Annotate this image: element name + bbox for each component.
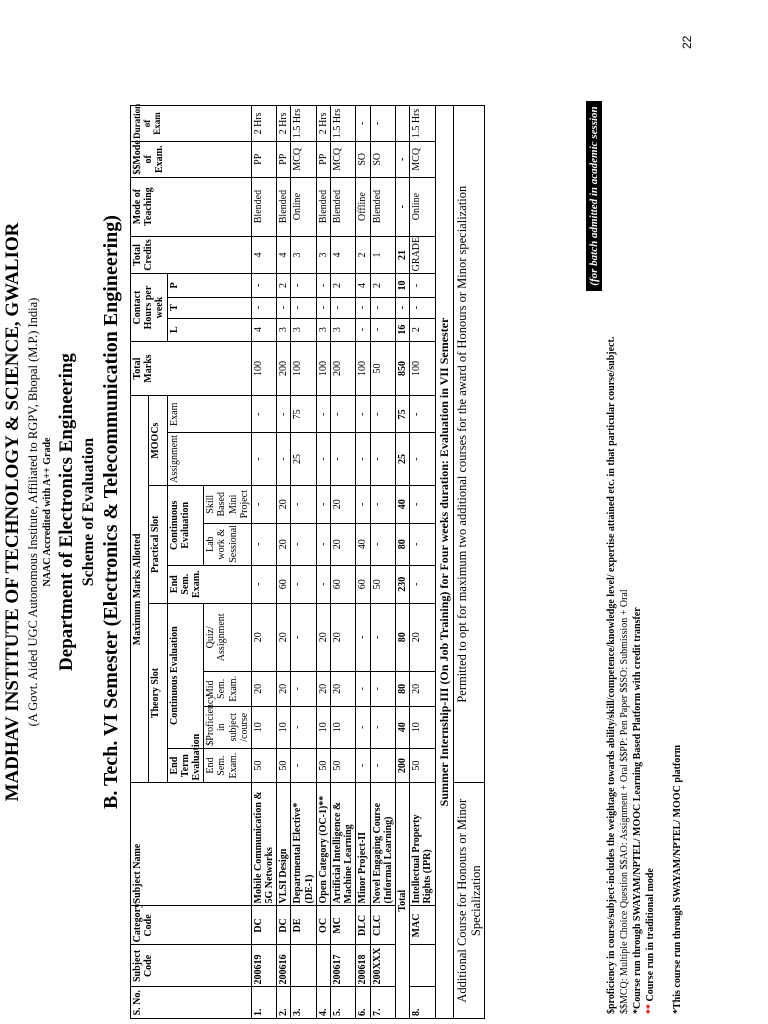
row-p-end: - (291, 565, 316, 603)
row-end-sem: 50 (316, 748, 330, 783)
row-l: 4 (251, 318, 276, 341)
row-dur: - (356, 106, 370, 142)
row-p: - (291, 274, 316, 297)
row-end-sem: - (370, 748, 395, 783)
row-mid: 20 (410, 671, 435, 706)
row-m-assign: - (316, 433, 330, 486)
table-row (316, 106, 330, 1019)
institute-name: MADHAV INSTITUTE OF TECHNOLOGY & SCIENCE, GWALIOR (2, 222, 23, 802)
total-lab: 80 (395, 523, 409, 565)
row-prof: 10 (331, 706, 356, 748)
row-subject-code: 200618 (356, 945, 370, 987)
row-mode-e: SO (356, 141, 370, 177)
lab-work-sessional: Lab work & Sessional (204, 523, 252, 565)
row-subject-name: Minor Project-II (356, 783, 370, 906)
row-mode-e: MCQ (410, 141, 435, 177)
row-total: 100 (356, 341, 370, 396)
row-category: DC (277, 906, 291, 945)
row-mode-e: MCQ (291, 141, 316, 177)
row-subject-name: Artificial Intelligence & Machine Learning (331, 783, 356, 906)
row-lab: 20 (277, 523, 291, 565)
row-subject-name: Novel Engaging Course (Informal Learning) (370, 783, 395, 906)
row-end-sem: - (291, 748, 316, 783)
table-row (277, 106, 291, 1019)
total-mid: 80 (395, 671, 409, 706)
row-sno: 1. (251, 987, 276, 1019)
footnote-proficiency: $proficiency in course/subject-includes the weightage towards ability/skill/competence/knowledge level/ expertise attained etc. in that particular course/subject. (606, 336, 617, 1014)
row-subject-code: 200617 (331, 945, 356, 987)
col-sno: S. No. (131, 987, 252, 1019)
row-m-exam: - (370, 396, 395, 433)
row-m-assign: - (356, 433, 370, 486)
row-mode-t: Blended (316, 177, 330, 236)
table-row (410, 106, 435, 1019)
continuous-eval-practical: Continuous Evaluation (167, 485, 204, 565)
row-dur: - (370, 106, 395, 142)
row-p-end: - (316, 565, 330, 603)
row-end-sem: 50 (331, 748, 356, 783)
row-mid: 20 (277, 671, 291, 706)
col-t: T (167, 297, 251, 318)
row-lab: - (410, 523, 435, 565)
row-skill: - (291, 485, 316, 523)
mid-sem-exam: Mid Sem. Exam. (204, 671, 252, 706)
row-m-exam: - (356, 396, 370, 433)
row-end-sem: 50 (251, 748, 276, 783)
row-category: MC (331, 906, 356, 945)
row-end-sem: 50 (277, 748, 291, 783)
row-skill: - (356, 485, 370, 523)
row-prof: 10 (251, 706, 276, 748)
department-title: Department of Electronics Engineering (56, 353, 77, 671)
row-total: 50 (370, 341, 395, 396)
row-quiz: - (356, 603, 370, 671)
col-contact-hours: Contact Hours per week (131, 274, 168, 341)
affiliation: (A Govt. Aided UGC Autonomous Institute, Affiliated to RGPV, Bhopal (M.P.) India) (26, 297, 40, 727)
row-l: 2 (410, 318, 435, 341)
moocs-assignment: Assignment (167, 433, 251, 486)
row-mid: 20 (251, 671, 276, 706)
row-p-end: 60 (277, 565, 291, 603)
row-m-exam: - (277, 396, 291, 433)
row-p: 4 (356, 274, 370, 297)
footnote-mooc: *This course run through SWAYAM/NPTEL/ MOOC platform (672, 744, 683, 1014)
total-row (395, 106, 409, 1019)
col-subject-code: Subject Code (131, 945, 252, 987)
moocs: MOOCs (149, 396, 167, 485)
row-mode-e: SO (370, 141, 395, 177)
row-t: - (356, 297, 370, 318)
row-subject-code: 200616 (277, 945, 291, 987)
col-duration: Duration of Exam (131, 106, 252, 142)
continuous-eval-theory: Continuous Evaluation (167, 603, 204, 748)
row-m-assign: - (410, 433, 435, 486)
row-quiz: 20 (251, 603, 276, 671)
col-total-marks: Total Marks (131, 341, 252, 396)
row-t: - (331, 297, 356, 318)
row-quiz: 20 (316, 603, 330, 671)
row-p: 2 (277, 274, 291, 297)
total-total: 850 (395, 341, 409, 396)
honours-label: Additional Course for Honours or Minor Specialization (453, 783, 484, 1019)
total-p: 10 (395, 274, 409, 297)
row-mid: - (370, 671, 395, 706)
row-end-sem: - (356, 748, 370, 783)
row-quiz: - (291, 603, 316, 671)
row-l: - (356, 318, 370, 341)
row-end-sem: 50 (410, 748, 435, 783)
row-prof: - (356, 706, 370, 748)
row-sno: 4. (316, 987, 330, 1019)
row-quiz: 20 (331, 603, 356, 671)
row-total: 100 (291, 341, 316, 396)
row-lab: 20 (331, 523, 356, 565)
end-sem-exam-practical: End Sem. Exam. (167, 565, 251, 603)
table-row (331, 106, 356, 1019)
row-prof: 10 (410, 706, 435, 748)
scheme-title: Scheme of Evaluation (80, 437, 97, 587)
col-mode-teaching: Mode of Teaching (131, 177, 252, 236)
programme-title: B. Tech. VI Semester (Electronics & Telecommunication Engineering) (100, 215, 122, 809)
row-m-exam: 75 (291, 396, 316, 433)
row-mode-t: Blended (277, 177, 291, 236)
row-lab: - (316, 523, 330, 565)
total-dur (395, 106, 409, 142)
row-m-assign: - (251, 433, 276, 486)
row-total: 200 (331, 341, 356, 396)
naac-accreditation: NAAC Accredited with A++ Grade (42, 437, 53, 587)
row-sno: 3. (291, 987, 316, 1019)
row-credits: 3 (291, 236, 316, 274)
row-credits: 3 (316, 236, 330, 274)
total-p-end: 230 (395, 565, 409, 603)
row-m-exam: - (316, 396, 330, 433)
page-number: 22 (680, 35, 694, 49)
practical-slot: Practical Slot (149, 485, 167, 603)
quiz-assignment: Quiz/ Assignment (204, 603, 252, 671)
total-label: Total (395, 783, 409, 1019)
row-l: 3 (277, 318, 291, 341)
row-t: - (370, 297, 395, 318)
evaluation-scheme-table (130, 105, 485, 1019)
row-p-end: - (410, 565, 435, 603)
row-category: DLC (356, 906, 370, 945)
end-sem-exam-theory: End Sem. Exam. (204, 748, 252, 783)
row-t: - (277, 297, 291, 318)
total-mode-e: - (395, 141, 409, 177)
row-credits: GRADE (410, 236, 435, 274)
row-sno: 7. (370, 987, 395, 1019)
row-subject-name: Intellectual Property Rights (IPR) (410, 783, 435, 906)
row-mid: 20 (316, 671, 330, 706)
row-dur: 2 Hrs (277, 106, 291, 142)
row-dur: 2 Hrs (251, 106, 276, 142)
row-lab: - (291, 523, 316, 565)
row-l: - (370, 318, 395, 341)
row-m-exam: - (410, 396, 435, 433)
row-dur: 1.5 Hrs (291, 106, 316, 142)
row-t: - (316, 297, 330, 318)
row-credits: 4 (277, 236, 291, 274)
batch-note: (for batch admitted in academic session 2020-21) (586, 101, 602, 291)
table-row (370, 106, 395, 1019)
row-p: - (251, 274, 276, 297)
row-category: MAC (410, 906, 435, 945)
row-l: 3 (316, 318, 330, 341)
row-prof: - (291, 706, 316, 748)
row-dur: 1.5 Hrs (410, 106, 435, 142)
row-lab: - (251, 523, 276, 565)
row-subject-name: Departmental Elective* (DE-1) (291, 783, 316, 906)
moocs-exam: Exam (167, 396, 251, 433)
total-prof: 40 (395, 706, 409, 748)
row-quiz: 20 (277, 603, 291, 671)
row-p: 2 (331, 274, 356, 297)
row-subject-name: VLSI Design (277, 783, 291, 906)
skill-mini-project: Skill Based Mini Project (204, 485, 252, 523)
row-quiz: - (370, 603, 395, 671)
row-subject-name: Mobile Communication & 5G Networks (251, 783, 276, 906)
row-p-end: - (251, 565, 276, 603)
footnote-exam-modes: $$MCQ: Multiple Choice Question $$AO: Assignment + Oral $$PP: Pen Paper $$SO: Submission + Oral (619, 589, 630, 1014)
footnote-traditional: ** Course run in traditional mode (645, 868, 656, 1014)
row-subject-code: 200XXX (370, 945, 395, 987)
row-total: 200 (277, 341, 291, 396)
row-m-assign: - (331, 433, 356, 486)
honours-text: Permitted to opt for maximum two additional courses for the award of Honours or Minor specialization (453, 106, 484, 783)
row-mid: 20 (331, 671, 356, 706)
total-m-assign: 25 (395, 433, 409, 486)
total-l: 16 (395, 318, 409, 341)
total-end-sem: 200 (395, 748, 409, 783)
col-subject-name: Subject Name (131, 783, 252, 906)
row-total: 100 (251, 341, 276, 396)
row-mid: - (291, 671, 316, 706)
row-category: DE (291, 906, 316, 945)
row-t: - (410, 297, 435, 318)
row-p-end: 50 (370, 565, 395, 603)
row-subject-code (316, 945, 330, 987)
row-sno: 6. (356, 987, 370, 1019)
internship-row (435, 106, 453, 1019)
total-credits: 21 (395, 236, 409, 274)
row-mode-t: Online (410, 177, 435, 236)
row-total: 100 (410, 341, 435, 396)
row-mode-e: MCQ (331, 141, 356, 177)
internship-text: Summer Internship-III (On Job Training) for Four weeks duration: Evaluation in VII Semester (435, 106, 453, 1019)
total-quiz: 80 (395, 603, 409, 671)
row-dur: 1.5 Hrs (331, 106, 356, 142)
col-total-credits: Total Credits (131, 236, 252, 274)
total-m-exam: 75 (395, 396, 409, 433)
row-m-exam: - (251, 396, 276, 433)
row-p-end: 60 (331, 565, 356, 603)
row-subject-code: 200619 (251, 945, 276, 987)
row-mode-t: Blended (331, 177, 356, 236)
row-sno: 8. (410, 987, 435, 1019)
row-prof: - (370, 706, 395, 748)
table-row (356, 106, 370, 1019)
col-l: L (167, 318, 251, 341)
row-m-assign: - (370, 433, 395, 486)
row-skill: - (251, 485, 276, 523)
row-subject-code (291, 945, 316, 987)
total-t: - (395, 297, 409, 318)
col-max-marks: Maximum Marks Allotted (131, 396, 149, 783)
row-prof: 10 (277, 706, 291, 748)
row-subject-name: Open Category (OC-1)** (316, 783, 330, 906)
row-mode-t: Blended (251, 177, 276, 236)
row-mode-t: Blended (370, 177, 395, 236)
row-mode-e: PP (277, 141, 291, 177)
row-m-assign: 25 (291, 433, 316, 486)
row-category: DC (251, 906, 276, 945)
row-m-assign: - (277, 433, 291, 486)
row-credits: 4 (251, 236, 276, 274)
total-mode-t: - (395, 177, 409, 236)
row-mode-e: PP (251, 141, 276, 177)
col-p: P (167, 274, 251, 297)
row-credits: 4 (331, 236, 356, 274)
row-skill: - (370, 485, 395, 523)
row-lab: 40 (356, 523, 370, 565)
row-category: OC (316, 906, 330, 945)
row-l: 3 (291, 318, 316, 341)
col-category-code: Category Code (131, 906, 252, 945)
end-term-eval: End Term Evaluation (167, 748, 204, 783)
row-skill: 20 (277, 485, 291, 523)
row-mode-t: Offline (356, 177, 370, 236)
row-p-end: 60 (356, 565, 370, 603)
row-sno: 5. (331, 987, 356, 1019)
row-mode-e: PP (316, 141, 330, 177)
row-p: - (410, 274, 435, 297)
row-credits: 2 (356, 236, 370, 274)
row-skill: 20 (331, 485, 356, 523)
row-lab: - (370, 523, 395, 565)
row-p: 2 (370, 274, 395, 297)
proficiency: $Proficiency in subject /course (204, 706, 252, 748)
table-row (291, 106, 316, 1019)
theory-slot: Theory Slot (149, 603, 167, 783)
col-mode-exam: $$Mode of Exam. (131, 141, 252, 177)
row-p: - (316, 274, 330, 297)
row-mode-t: Online (291, 177, 316, 236)
honours-row (453, 106, 484, 1019)
row-total: 100 (316, 341, 330, 396)
row-skill: - (410, 485, 435, 523)
table-row (251, 106, 276, 1019)
row-quiz: 20 (410, 603, 435, 671)
total-skill: 40 (395, 485, 409, 523)
row-sno: 2. (277, 987, 291, 1019)
footnote-swayam: *Course run through SWAYAM/NPTEL/ MOOC Learning Based Platform with credit transfer (632, 607, 643, 1014)
row-credits: 1 (370, 236, 395, 274)
row-t: - (291, 297, 316, 318)
row-skill: - (316, 485, 330, 523)
row-t: - (251, 297, 276, 318)
row-dur: 2 Hrs (316, 106, 330, 142)
double-asterisk: ** (645, 1004, 656, 1014)
row-l: 3 (331, 318, 356, 341)
row-subject-code (410, 945, 435, 987)
row-category: CLC (370, 906, 395, 945)
row-mid: - (356, 671, 370, 706)
row-m-exam: - (331, 396, 356, 433)
row-prof: 10 (316, 706, 330, 748)
